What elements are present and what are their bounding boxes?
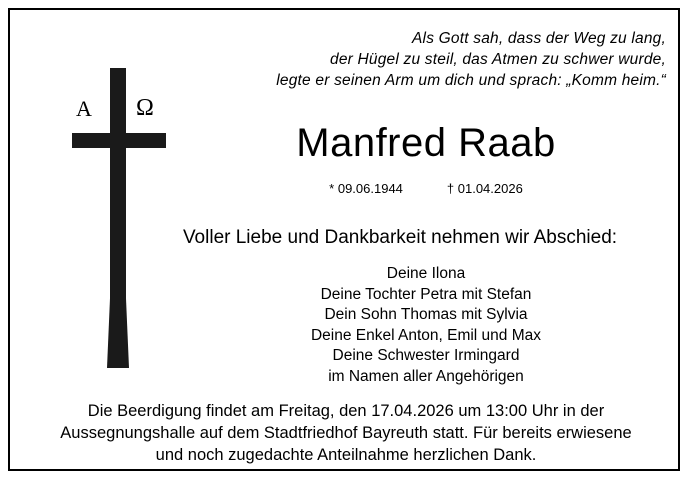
funeral-details-line-3: und noch zugedachte Anteilnahme herzlichen Dank. — [155, 446, 537, 464]
life-dates — [186, 180, 666, 198]
card-content — [10, 10, 678, 469]
family-member: Deine Schwester Irmingard — [332, 347, 520, 364]
family-member: im Namen aller Angehörigen — [328, 367, 524, 385]
lead-line: Voller Liebe und Dankbarkeit nehmen wir Abschied: — [182, 227, 618, 248]
family-member: Deine Tochter Petra mit Stefan — [320, 285, 532, 303]
family-member: Dein Sohn Thomas mit Sylvia — [324, 306, 528, 323]
alpha-symbol: A — [76, 96, 92, 121]
deceased-name: Manfred Raab — [296, 121, 556, 165]
funeral-details — [46, 400, 646, 466]
funeral-details-line-1: Die Beerdigung findet am Freitag, den 17.04.2026 um 13:00 Uhr in der — [87, 402, 605, 420]
omega-symbol: Ω — [136, 95, 154, 121]
funeral-details-line-2: Aussegnungshalle auf dem Stadtfriedhof Bayreuth statt. Für bereits erwiesene — [60, 424, 632, 442]
verse-line-2: der Hügel zu steil, das Atmen zu schwer wurde, — [330, 51, 666, 68]
death-date: † 01.04.2026 — [446, 181, 523, 196]
card-border — [8, 8, 680, 471]
verse-line-1: Als Gott sah, dass der Weg zu lang, — [412, 30, 666, 47]
cross-graphic — [28, 40, 208, 380]
verse-block — [206, 28, 666, 91]
cross-horizontal-beam — [72, 133, 166, 148]
family-member: Deine Ilona — [386, 265, 466, 282]
family-member: Deine Enkel Anton, Emil und Max — [310, 326, 542, 344]
verse-line-3: legte er seinen Arm um dich und sprach: „Komm heim.“ — [276, 72, 666, 89]
family-list — [186, 264, 666, 387]
birth-date: * 09.06.1944 — [329, 181, 403, 196]
